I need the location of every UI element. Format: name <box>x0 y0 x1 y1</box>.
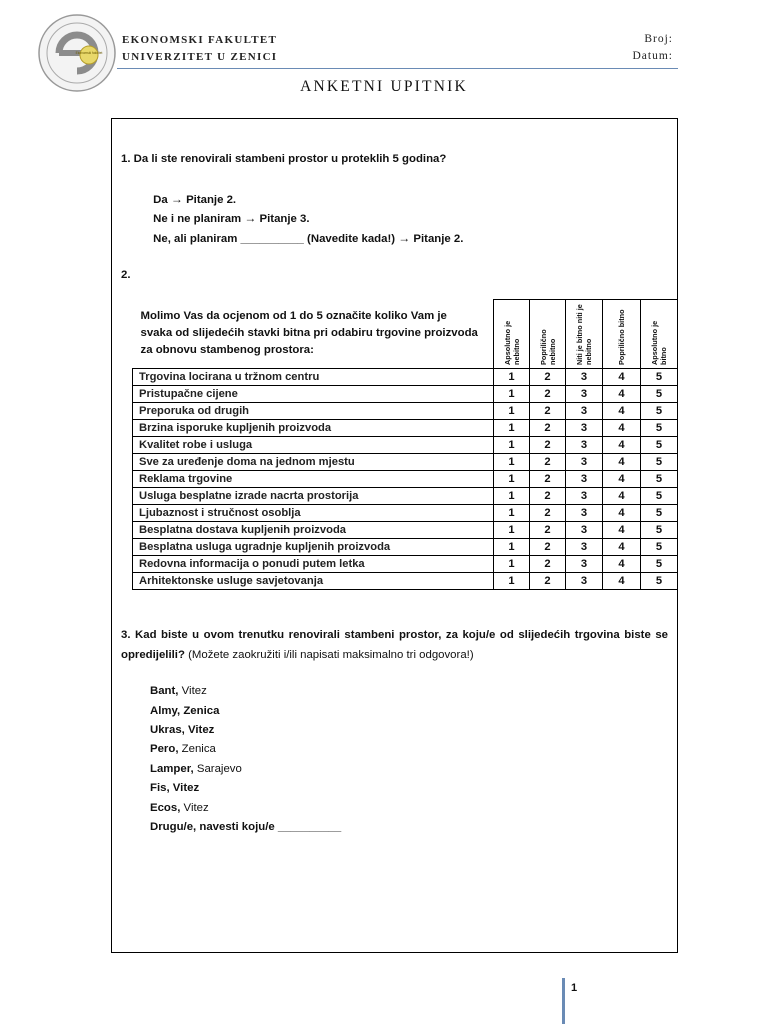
table-row <box>133 522 678 539</box>
rating-option-1[interactable]: 1 <box>494 573 530 590</box>
rating-option-1[interactable]: 1 <box>494 522 530 539</box>
rating-option-5[interactable]: 5 <box>641 539 678 556</box>
rating-option-2[interactable]: 2 <box>530 386 566 403</box>
rating-item-label: Trgovina locirana u tržnom centru <box>133 369 494 386</box>
rating-option-2[interactable]: 2 <box>530 488 566 505</box>
rating-instructions: Molimo Vas da ocjenom od 1 do 5 označite koliko Vam je svaka od slijedećih stavki bitna pri odabiru trgovine proizvoda za obnovu stambenog prostora: <box>140 310 478 357</box>
store-location: Sarajevo <box>193 763 242 775</box>
page-number-bar <box>562 978 565 1024</box>
table-row <box>133 573 678 590</box>
university-name: UNIVERZITET U ZENICI <box>122 51 278 63</box>
rating-item-label: Arhitektonske usluge savjetovanja <box>133 573 494 590</box>
rating-option-4[interactable]: 4 <box>603 522 641 539</box>
q3-option[interactable] <box>139 724 214 736</box>
rating-option-4[interactable]: 4 <box>603 420 641 437</box>
rating-option-1[interactable]: 1 <box>494 403 530 420</box>
rating-option-2[interactable]: 2 <box>530 420 566 437</box>
rating-item-label: Redovna informacija o ponudi putem letka <box>133 556 494 573</box>
number-label: Broj: <box>644 33 673 45</box>
store-name: Bant, <box>150 685 179 697</box>
rating-option-1[interactable]: 1 <box>494 556 530 573</box>
date-label: Datum: <box>632 50 673 62</box>
rating-option-1[interactable]: 1 <box>494 369 530 386</box>
rating-option-2[interactable]: 2 <box>530 437 566 454</box>
rating-option-4[interactable]: 4 <box>603 573 641 590</box>
question-1: 1. Da li ste renovirali stambeni prostor u proteklih 5 godina? <box>121 153 447 165</box>
document-title: ANKETNI UPITNIK <box>300 78 468 95</box>
rating-option-2[interactable]: 2 <box>530 573 566 590</box>
rating-option-4[interactable]: 4 <box>603 403 641 420</box>
rating-option-3[interactable]: 3 <box>566 573 603 590</box>
question-2-number: 2. <box>121 269 131 281</box>
table-header-row <box>133 300 678 369</box>
option-text: Ne, ali planiram __________ (Navedite kada!) <box>153 233 396 245</box>
scale-header-2: Poprilično nebitno <box>530 300 566 369</box>
table-row <box>133 454 678 471</box>
rating-option-5[interactable]: 5 <box>641 386 678 403</box>
table-row <box>133 420 678 437</box>
rating-item-label: Besplatna dostava kupljenih proizvoda <box>133 522 494 539</box>
rating-option-1[interactable]: 1 <box>494 454 530 471</box>
store-name: Ukras, Vitez <box>150 724 215 736</box>
rating-option-2[interactable]: 2 <box>530 471 566 488</box>
rating-option-4[interactable]: 4 <box>603 471 641 488</box>
q1-option-da[interactable] <box>139 192 236 206</box>
rating-item-label: Pristupačne cijene <box>133 386 494 403</box>
rating-option-5[interactable]: 5 <box>641 556 678 573</box>
rating-option-3[interactable]: 3 <box>566 556 603 573</box>
table-row <box>133 505 678 522</box>
rating-item-label: Preporuka od drugih <box>133 403 494 420</box>
table-row <box>133 471 678 488</box>
rating-option-1[interactable]: 1 <box>494 437 530 454</box>
arrow-right-icon: → <box>170 192 183 206</box>
q3-option[interactable] <box>139 743 216 755</box>
table-row <box>133 539 678 556</box>
store-name: Almy, Zenica <box>150 705 220 717</box>
rating-option-4[interactable]: 4 <box>603 437 641 454</box>
rating-item-label: Besplatna usluga ugradnje kupljenih proizvoda <box>133 539 494 556</box>
rating-option-5[interactable]: 5 <box>641 488 678 505</box>
rating-option-2[interactable]: 2 <box>530 403 566 420</box>
rating-option-1[interactable]: 1 <box>494 488 530 505</box>
option-text: Da <box>153 194 168 206</box>
q3-option[interactable] <box>139 705 219 717</box>
scale-header-1: Apsolutno je nebitno <box>494 300 530 369</box>
table-row <box>133 386 678 403</box>
store-name: Pero, <box>150 743 179 755</box>
scale-header-5: Apsolutno je bitno <box>641 300 678 369</box>
q3-option[interactable] <box>139 821 341 833</box>
rating-option-2[interactable]: 2 <box>530 454 566 471</box>
scale-header-4: Poprilično bitno <box>603 300 641 369</box>
rating-option-3[interactable]: 3 <box>566 437 603 454</box>
rating-option-5[interactable]: 5 <box>641 471 678 488</box>
question-3-note: (Možete zaokružiti i/ili napisati maksimalno tri odgovora!) <box>184 649 474 661</box>
rating-table <box>132 299 678 590</box>
option-target: Pitanje 2. <box>186 194 237 206</box>
rating-option-5[interactable]: 5 <box>641 403 678 420</box>
option-target: Pitanje 2. <box>413 233 464 245</box>
store-location: Vitez <box>178 685 207 697</box>
rating-item-label: Usluga besplatne izrade nacrta prostorija <box>133 488 494 505</box>
question-3-text: 3. Kad biste u ovom trenutku renovirali stambeni prostor, za koju/e od slijedećih trgovina biste se opredijelili? <box>121 629 668 661</box>
rating-option-5[interactable]: 5 <box>641 505 678 522</box>
rating-option-3[interactable]: 3 <box>566 488 603 505</box>
arrow-right-icon: → <box>244 211 257 225</box>
rating-option-4[interactable]: 4 <box>603 539 641 556</box>
rating-option-3[interactable]: 3 <box>566 420 603 437</box>
rating-option-4[interactable]: 4 <box>603 369 641 386</box>
rating-option-5[interactable]: 5 <box>641 369 678 386</box>
rating-option-2[interactable]: 2 <box>530 369 566 386</box>
store-location: Zenica <box>178 743 216 755</box>
rating-item-label: Ljubaznost i stručnost osoblja <box>133 505 494 522</box>
store-name: Drugu/e, navesti koju/e __________ <box>150 821 342 833</box>
rating-option-1[interactable]: 1 <box>494 471 530 488</box>
option-target: Pitanje 3. <box>259 213 310 225</box>
store-location: Vitez <box>180 802 209 814</box>
q1-option-ne-i-ne-planiram[interactable] <box>139 211 310 225</box>
rating-option-3[interactable]: 3 <box>566 505 603 522</box>
q3-option[interactable] <box>139 685 207 697</box>
q1-option-ne-ali-planiram[interactable] <box>139 231 463 245</box>
rating-option-1[interactable]: 1 <box>494 539 530 556</box>
rating-option-3[interactable]: 3 <box>566 454 603 471</box>
page-number: 1 <box>571 982 578 994</box>
faculty-name: EKONOMSKI FAKULTET <box>122 34 278 46</box>
rating-option-4[interactable]: 4 <box>603 386 641 403</box>
rating-option-1[interactable]: 1 <box>494 505 530 522</box>
rating-option-4[interactable]: 4 <box>603 505 641 522</box>
rating-option-4[interactable]: 4 <box>603 488 641 505</box>
rating-item-label: Kvalitet robe i usluga <box>133 437 494 454</box>
rating-option-5[interactable]: 5 <box>641 573 678 590</box>
rating-option-5[interactable]: 5 <box>641 454 678 471</box>
rating-option-3[interactable]: 3 <box>566 369 603 386</box>
rating-option-3[interactable]: 3 <box>566 539 603 556</box>
rating-option-4[interactable]: 4 <box>603 454 641 471</box>
q3-option[interactable] <box>139 763 242 775</box>
rating-item-label: Sve za uređenje doma na jednom mjestu <box>133 454 494 471</box>
store-name: Lamper, <box>150 763 194 775</box>
table-row <box>133 556 678 573</box>
table-row <box>133 369 678 386</box>
rating-option-3[interactable]: 3 <box>566 471 603 488</box>
question-3 <box>121 625 668 665</box>
store-name: Fis, Vitez <box>150 782 200 794</box>
rating-option-1[interactable]: 1 <box>494 420 530 437</box>
rating-item-label: Brzina isporuke kupljenih proizvoda <box>133 420 494 437</box>
arrow-right-icon: → <box>398 231 411 245</box>
rating-option-5[interactable]: 5 <box>641 420 678 437</box>
rating-option-2[interactable]: 2 <box>530 522 566 539</box>
rating-option-1[interactable]: 1 <box>494 386 530 403</box>
rating-option-5[interactable]: 5 <box>641 437 678 454</box>
rating-option-4[interactable]: 4 <box>603 556 641 573</box>
option-text: Ne i ne planiram <box>153 213 242 225</box>
store-name: Ecos, <box>150 802 181 814</box>
rating-option-5[interactable]: 5 <box>641 522 678 539</box>
scale-header-3: Niti je bitno niti je nebitno <box>566 300 603 369</box>
rating-option-3[interactable]: 3 <box>566 386 603 403</box>
rating-option-3[interactable]: 3 <box>566 522 603 539</box>
q3-option[interactable] <box>139 802 209 814</box>
rating-item-label: Reklama trgovine <box>133 471 494 488</box>
rating-option-3[interactable]: 3 <box>566 403 603 420</box>
rating-option-2[interactable]: 2 <box>530 505 566 522</box>
header-divider <box>117 68 678 69</box>
table-row <box>133 488 678 505</box>
rating-option-2[interactable]: 2 <box>530 539 566 556</box>
table-row <box>133 437 678 454</box>
logo-text: Ekonomski fakultet <box>75 51 103 55</box>
q3-option[interactable] <box>139 782 199 794</box>
table-row <box>133 403 678 420</box>
rating-option-2[interactable]: 2 <box>530 556 566 573</box>
